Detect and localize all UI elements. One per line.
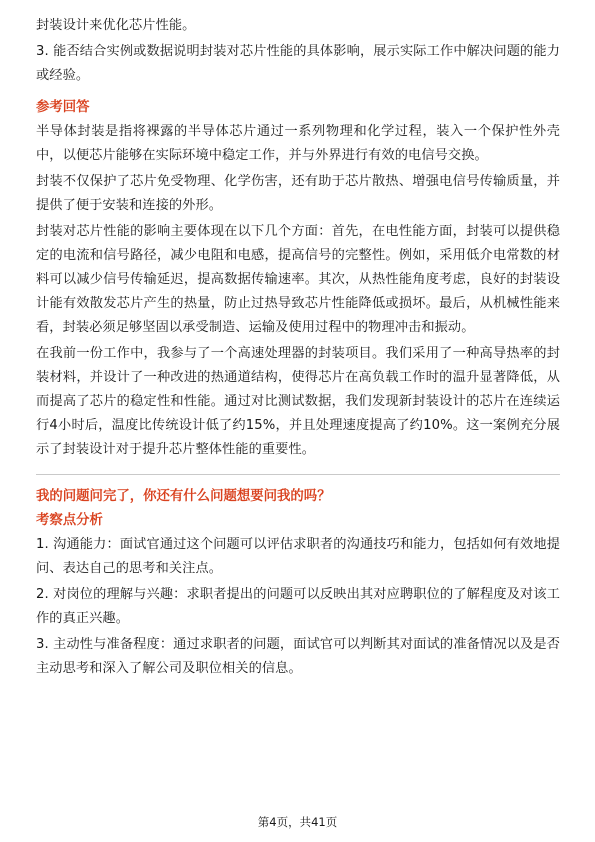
page-content xyxy=(36,14,560,683)
reference-answer-heading: 参考回答 xyxy=(36,100,90,115)
answer-paragraph: 封装对芯片性能的影响主要体现在以下几个方面：首先，在电性能方面，封装可以提供稳定的电流和信号路径，减少电阻和电感，提高信号的完整性。例如，采用低介电常数的材料可以减少信号传输延迟，提高数据传输速率。其次，从热性能角度考虑，良好的封装设计能有效散发芯片产生的热量，防止过热导致芯片性能降低或损坏。最后，从机械性能来看，封装必须足够坚固以承受制造、运输及使用过程中的物理冲击和振动。 xyxy=(36,224,560,335)
answer-paragraph: 半导体封装是指将裸露的半导体芯片通过一系列物理和化学过程，装入一个保护性外壳中，以便芯片能够在实际环境中稳定工作，并与外界进行有效的电信号交换。 xyxy=(36,124,560,163)
analysis-item: 1. 沟通能力：面试官通过这个问题可以评估求职者的沟通技巧和能力，包括如何有效地提问、表达自己的思考和关注点。 xyxy=(36,537,560,576)
continuation-text: 封装设计来优化芯片性能。 xyxy=(36,18,196,33)
next-question-heading: 我的问题问完了，你还有什么问题想要问我的吗？ xyxy=(36,489,331,504)
question-point-3: 3. 能否结合实例或数据说明封装对芯片性能的具体影响，展示实际工作中解决问题的能力或经验。 xyxy=(36,44,560,83)
analysis-heading: 考察点分析 xyxy=(36,513,103,528)
section-divider xyxy=(36,474,560,475)
answer-paragraph: 封装不仅保护了芯片免受物理、化学伤害，还有助于芯片散热、增强电信号传输质量，并提供了便于安装和连接的外形。 xyxy=(36,174,560,213)
analysis-item: 3. 主动性与准备程度：通过求职者的问题，面试官可以判断其对面试的准备情况以及是否主动思考和深入了解公司及职位相关的信息。 xyxy=(36,637,560,676)
page-number-footer: 第4页，共41页 xyxy=(257,815,338,829)
analysis-item: 2. 对岗位的理解与兴趣：求职者提出的问题可以反映出其对应聘职位的了解程度及对该工作的真正兴趣。 xyxy=(36,587,560,626)
answer-paragraph: 在我前一份工作中，我参与了一个高速处理器的封装项目。我们采用了一种高导热率的封装材料，并设计了一种改进的热通道结构，使得芯片在高负载工作时的温升显著降低，从而提高了芯片的稳定性和性能。通过对比测试数据，我们发现新封装设计的芯片在连续运行4小时后，温度比传统设计低了约15%，并且处理速度提高了约10%。这一案例充分展示了封装设计对于提升芯片整体性能的重要性。 xyxy=(36,346,560,457)
